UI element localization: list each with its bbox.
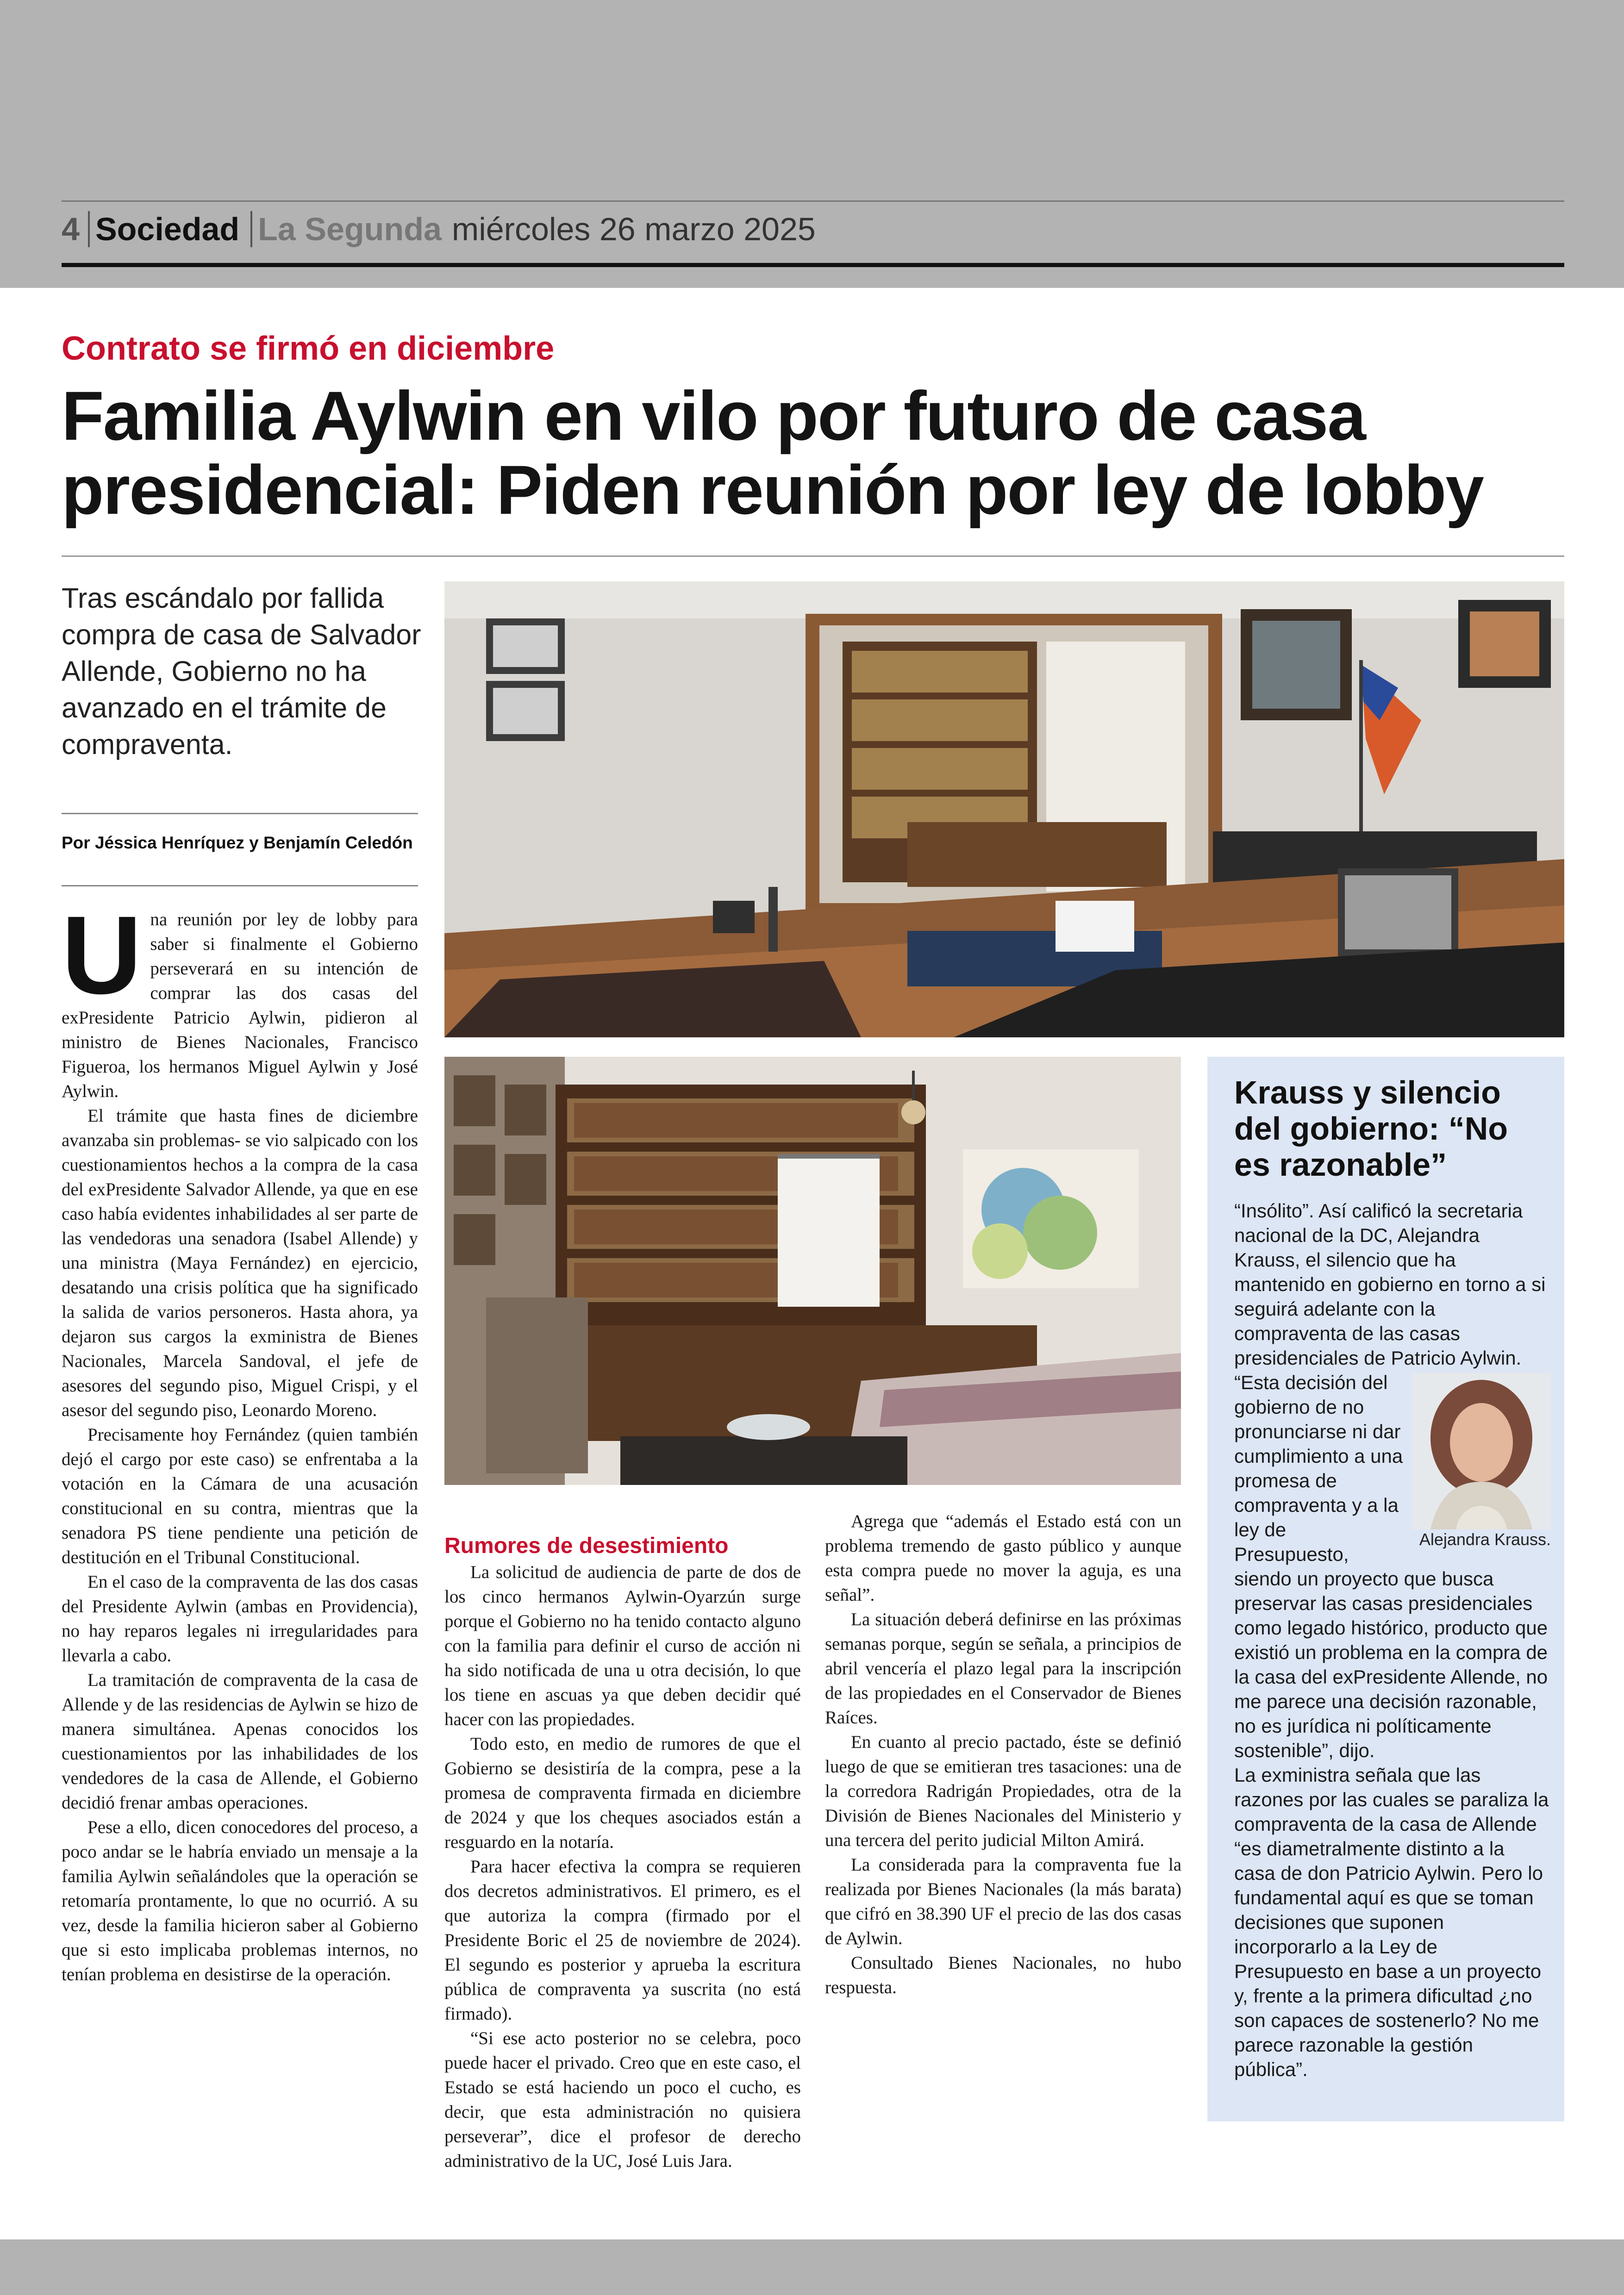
sidebar-paragraph: “Insólito”. Así calificó la secretaria nacional de la DC, Alejandra Krauss, el silencio que ha mantenido en gobierno en torno a si seguirá adelante con la compraventa de las casas presidenciales de Patricio Aylwin. — [1234, 1200, 1546, 1369]
paragraph: Precisamente hoy Fernández (quien también dejó el cargo por este caso) se enfrentaba a la votación en la Cámara de una acusación constitucional en su contra, mientras que la senadora PS tiene pendiente una petición de destitución en el Tribunal Constitucional. — [62, 1425, 418, 1567]
paragraph: El trámite que hasta fines de diciembre avanzaba sin problemas- se vio salpicado con los cuestionamientos hechos a la compra de la casa del exPresidente Salvador Allende, ya que en ese caso había evidentes inhabilidades al ser parte de las vendedoras una senadora (Isabel Allende) y una ministra (Maya Fernández) en ejercicio, desatando una crisis política que ha significado la salida de varios personeros. Hasta ahora, ya dejaron sus cargos la exministra de Bienes Nacionales, Marcela Sandoval, el jefe de asesores del segundo piso, Miguel Crispi, y el asesor del segundo piso, Leonardo Moreno. — [62, 1106, 418, 1420]
page-number: 4 — [62, 211, 80, 247]
portrait-caption: Alejandra Krauss. — [1419, 1530, 1551, 1549]
article-column-3 — [825, 1509, 1181, 2000]
portrait-block — [1412, 1373, 1560, 1549]
paragraph-text: na reunión por ley de lobby para saber si finalmente el Gobierno perseverará en su intención de comprar las dos casas del exPresidente Patricio Aylwin, pidieron al ministro de Bienes Nacionales, Francisco Figueroa, los hermanos Miguel Aylwin y José Aylwin. — [62, 910, 418, 1101]
sidebar-title: Krauss y silencio del gobierno: “No es razonable” — [1234, 1074, 1508, 1183]
paragraph: La solicitud de audiencia de parte de dos de los cinco hermanos Aylwin-Oyarzún surge porque el Gobierno no ha tenido contacto alguno con la familia para definir el curso de acción ni ha sido notificada de una u otra decisión, lo que los tiene en ascuas ya que deben decidir qué hacer con las propiedades. — [444, 1562, 801, 1729]
paragraph: Pese a ello, dicen conocedores del proceso, a poco andar se le habría enviado un mensaje a la familia Aylwin señalándoles que la operación se retomaría prontamente, lo que no ocurrió. A su vez, desde la familia hicieron saber al Gobierno que si esto implicaba problemas internos, no tenían problema en desistirse de la operación. — [62, 1817, 418, 1984]
sidebar-paragraph: “Esta decisión del gobierno de no pronunciarse ni dar cumplimiento a una promesa de compraventa y a la ley de Presupuesto, siendo un proyecto que busca preservar las casas presidenciales como legado histórico, producto que existió un problema en la compra de la casa del exPresidente Allende, no me parece una decisión razonable, no es jurídica ni políticamente sostenible”, dijo. — [1234, 1372, 1548, 1761]
paragraph: La considerada para la compraventa fue la realizada por Bienes Nacionales (la más barata) que cifró en 38.390 UF el precio de las dos casas de Aylwin. — [825, 1855, 1181, 1948]
article-kicker: Contrato se firmó en diciembre — [62, 330, 555, 367]
dropcap: U — [62, 893, 142, 1017]
header-rule-top — [62, 200, 1564, 202]
deck-rule — [62, 813, 418, 814]
article-byline: Por Jéssica Henríquez y Benjamín Celedón — [62, 833, 413, 852]
paragraph: Para hacer efectiva la compra se requieren dos decretos administrativos. El primero, es el que autoriza la compra (firmado por el Presidente Boric el 25 de noviembre de 2024). El segundo es posterior y aprueba la escritura pública de compraventa ya suscrita (no está firmado). — [444, 1857, 801, 2024]
library-photo — [444, 1057, 1181, 1485]
header-rule-bottom — [62, 263, 1564, 267]
bottom-gray-band — [0, 2239, 1624, 2295]
paragraph: Todo esto, en medio de rumores de que el Gobierno se desistiría de la compra, pese a la promesa de compraventa firmada en diciembre de 2024 y que los cheques asociados están a resguardo en la notaría. — [444, 1734, 801, 1852]
paragraph — [62, 893, 418, 1104]
sidebar-box — [1207, 1057, 1564, 2121]
section-name: Sociedad — [95, 211, 240, 247]
section-subhead: Rumores de desestimiento — [444, 1534, 729, 1558]
office-photo — [444, 581, 1564, 1037]
paragraph: La situación deberá definirse en las próximas semanas porque, según se señala, a principios de abril vencería el plazo legal para la inscripción de las propiedades en el Conservador de Bienes Raíces. — [825, 1609, 1181, 1727]
newspaper-name: La Segunda — [258, 211, 442, 247]
header-separator — [88, 211, 90, 247]
sidebar-paragraph: La exministra señala que las razones por las cuales se paraliza la compraventa de la casa de Allende “es diametralmente distinto a la casa de don Patricio Aylwin. Pero lo fundamental aquí es que se toman decisiones que suponen incorporarlo a la Ley de Presupuesto en base a un proyecto y, frente a la primera dificultad ¿no son capaces de sostenerlo? No me parece razonable la gestión pública”. — [1234, 1764, 1549, 2080]
issue-date: miércoles 26 marzo 2025 — [451, 211, 816, 247]
paragraph: Consultado Bienes Nacionales, no hubo respuesta. — [825, 1953, 1181, 1997]
paragraph: La tramitación de compraventa de la casa de Allende y de las residencias de Aylwin se hizo de manera simultánea. Apenas conocidos los cuestionamientos por las inhabilidades de los vendedores de la casa de Allende, el Gobierno decidió frenar ambas operaciones. — [62, 1670, 418, 1813]
sidebar-body — [1234, 1198, 1549, 2082]
article-column-1 — [62, 893, 418, 1987]
article-headline: Familia Aylwin en vilo por futuro de casa presidencial: Piden reunión por ley de lobby — [62, 377, 1483, 529]
headline-rule — [62, 555, 1564, 557]
article-column-2 — [444, 1532, 801, 2173]
paragraph: En cuanto al precio pactado, éste se definió luego de que se emitieran tres tasaciones: una de la corredora Radrigán Propiedades, otra de la División de Bienes Nacionales del Ministerio y una tercera del perito judicial Milton Amirá. — [825, 1732, 1181, 1850]
paragraph: En el caso de la compraventa de las dos casas del Presidente Aylwin (ambas en Providencia), no hay reparos legales ni irregularidades para llevarla a cabo. — [62, 1572, 418, 1665]
portrait-photo — [1412, 1373, 1551, 1529]
byline-rule — [62, 885, 418, 886]
header-separator — [250, 211, 252, 247]
paragraph: “Si ese acto posterior no se celebra, poco puede hacer el privado. Creo que en este caso, el Estado se está haciendo un poco el cucho, es decir, que esta administración no quisiera perseverar”, dice el profesor de derecho administrativo de la UC, José Luis Jara. — [444, 2028, 801, 2171]
article-deck: Tras escándalo por fallida compra de casa de Salvador Allende, Gobierno no ha avanzado en el trámite de compraventa. — [62, 582, 421, 760]
page-header — [62, 206, 816, 252]
paragraph: Agrega que “además el Estado está con un problema tremendo de gasto público y aunque esta compra puede no mover la aguja, es una señal”. — [825, 1511, 1181, 1605]
